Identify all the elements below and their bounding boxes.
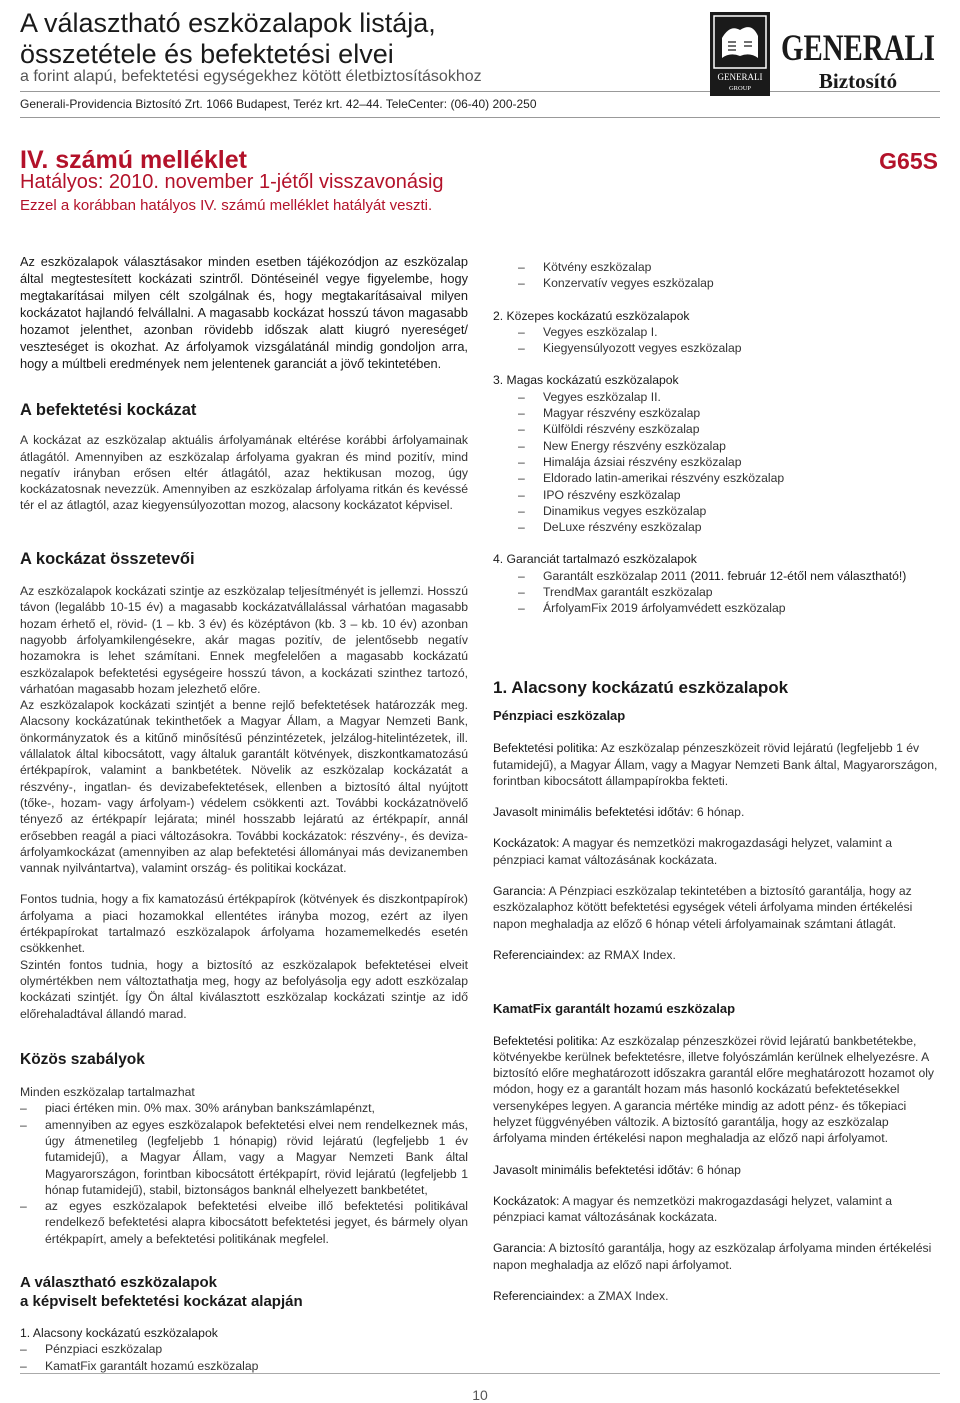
fund-list-item: – Konzervatív vegyes eszközalap — [493, 275, 941, 291]
fund-list-item: – Pénzpiaci eszközalap — [20, 1341, 468, 1357]
left-column — [20, 253, 468, 1374]
document-code: G65S — [879, 148, 938, 174]
low-risk-group: 1. Alacsony kockázatú eszközalapok — [20, 1326, 218, 1341]
kf-min-horizon: Javasolt minimális befektetési időtáv: 6 hónap — [493, 1162, 741, 1177]
fund-list-item: – Vegyes eszközalap I. — [493, 324, 941, 340]
fund-list-item: – Kiegyensúlyozott vegyes eszközalap — [493, 340, 941, 356]
kf-guarantee: Garancia: A biztosító garantálja, hogy az eszközalap árfolyama minden értékelési napon meghaladja az előző napi árfolyamot. — [493, 1241, 932, 1272]
intro-paragraph: Az eszközalapok választásakor minden esetben tájékozódjon az eszközalap által megtestesített kockázati szintről. Döntéseinél vegye figyelembe, hogy megtakarításai milyen célt szolgálnak és, hogy megtakarításaival milyen kockázatot hajlandó felvállalni. A magasabb kockázat hosszú távon magasabb hozamot jelenthet, azonban rövidebb időszak alatt kiugró nyereséget/ veszteséget is okozhat. Az árfolyamok vizsgálatánál mindig gondoljon arra, hogy a múltbeli eredmények nem jelentenek garanciát a jövő tekintetében. — [20, 254, 469, 371]
kf-policy: Befektetési politika: Az eszközalap pénzeszközei rövid lejáratú bankbetétekbe, kötvényekbe kerülnek befektetésre, illetve folyószámlán kerülnek elhelyezésre. A biztosító előre meghatározott időszakra garantál előre meghatározott hozamot oly módon, hogy ez a garantált hozam más hasonló kockázatú befektetésekkel versenyképes legyen. A garancia mértéke mindig az adott pénz- és tőkepiaci helyzet függvényében változik. A biztosító garantálja, hogy az eszközalap árfolyama minden értékelési napon meghaladja az előző napi árfolyamot. — [493, 1033, 935, 1146]
fund-list-item: – IPO részvény eszközalap — [493, 487, 941, 503]
guaranteed-group: 4. Garanciát tartalmazó eszközalapok — [493, 552, 697, 567]
common-rule-item: – piaci értéken min. 0% max. 30% arányban bankszámlapénzt, — [20, 1100, 468, 1116]
components-paragraph-4: Szintén fontos tudnia, hogy a biztosító az eszközalapok befektetései elveit olymértékben nem változtathatja meg, hogy az befolyásolja egy adott eszközalap kockázati szintjét. Így Ön által kiválasztott eszközalap kockázati szintje az idő előrehaladtával állandó marad. — [20, 957, 468, 1021]
generali-logo — [710, 12, 942, 96]
high-risk-group: 3. Magas kockázatú eszközalapok — [493, 373, 679, 388]
risk-heading: A befektetési kockázat — [20, 401, 197, 419]
components-paragraph-2: Az eszközalapok kockázati szintjét a benne rejlő befektetések határozzák meg. Alacsony kockázatúnak tekinthetőek a Magyar Állam, a Magyar Nemzeti Bank, önkormányzatok és a kitűnő minősítésű pénzintézetek, jelzálog-hitelintézetek, ill. vállalatok által kibocsátott, vagy általuk garantált kötvények, diszkontkamatozású értékpapírok, valamint a bankbetétek. Növelik az eszközalap kockázatát a részvény-, ingatlan- és devizabefektetések, ellenben a biztosító által nyújtott (tőke-, hozam- vagy árfolyam-) védelem csökkenti azt. További kockázatnövelő tényező az értékpapír lejárata; minél hosszabb lejáratú az értékpapír, annál erősebben reagál a piaci változásokra. További kockázatok: részvény-, és deviza-árfolyamkockázat (amennyiben az alap befektetési állományai más devizanemben vannak nyilvántartva), valamint ország- és politikai kockázat. — [20, 698, 468, 876]
annex-note: Ezzel a korábban hatályos IV. számú melléklet hatályát veszti. — [20, 197, 433, 214]
mm-min-horizon: Javasolt minimális befektetési időtáv: 6 hónap. — [493, 805, 745, 820]
kf-reference-index: Referenciaindex: a ZMAX Index. — [493, 1289, 669, 1304]
components-paragraph-1: Az eszközalapok kockázati szintje az eszközalap teljesítményét is jellemzi. Hosszú távon (legalább 10-15 év) a magasabb kockázatvállalással várhatóan magasabb hozam érhető el, rövid- (1 – kb. 3 év) és középtávon (kb. 3 – kb. 10 év) azonban nagyobb árfolyamkilengésekre, akár magas pozitív, de jelentősebb negatív hozamokra is lehet számítani. Ennek megfelelően a magasabb kockázatú eszközalapok befektetési egységeire hosszú távon, a kockázati szinthez tartozó, várhatóan magasabb hozam jelezhető előre. — [20, 584, 468, 696]
common-rule-item: – amennyiben az egyes eszközalapok befektetési elvei nem rendelkeznek más, úgy átmenetileg (legfeljebb 1 hónapig) rövid lejáratú (legfeljebb 1 év futamidejű), a Magyar Állam, vagy a Magyar Nemzeti Bank által Magyarországon, forintban kibocsátott értékpapírt, rövid lejáratú (legfeljebb 1 hónap futamidejű), stabil, biztonságos banknál elhelyezett bankbetétet, — [20, 1117, 468, 1198]
low-risk-section-heading: 1. Alacsony kockázatú eszközalapok — [493, 677, 789, 697]
mm-reference-index: Referenciaindex: az RMAX Index. — [493, 947, 676, 962]
fund-list-heading: A választható eszközalapok a képviselt befektetési kockázat alapján — [20, 1274, 303, 1311]
fund-list-item: – New Energy részvény eszközalap — [493, 438, 941, 454]
page-number: 10 — [472, 1387, 488, 1403]
svg-text:GENERALI: GENERALI — [781, 28, 935, 69]
fund-list-item: – Magyar részvény eszközalap — [493, 405, 941, 421]
mm-risks: Kockázatok: A magyar és nemzetközi makrogazdasági helyzet, valamint a pénzpiaci kamat változásának kockázata. — [493, 836, 892, 867]
document-title — [20, 8, 436, 70]
fund-list-item: – TrendMax garantált eszközalap — [493, 584, 941, 600]
title-line-2: összetétele és befektetési elvei — [20, 39, 394, 69]
mm-guarantee: Garancia: A Pénzpiaci eszközalap tekintetében a biztosító garantálja, hogy az eszközalaphoz kötött befektetési egységek vételi árfolyama minden értékelési napon meghaladja az előző 6 hónap vételi árfolyamainak számtani átlagát. — [493, 884, 913, 931]
fund-list-item: – Garantált eszközalap 2011 (2011. február 12-étől nem választható!) — [493, 568, 941, 584]
svg-text:Biztosító: Biztosító — [818, 69, 898, 93]
fund-list-item: – Vegyes eszközalap II. — [493, 389, 941, 405]
svg-text:GROUP: GROUP — [728, 85, 752, 92]
annex-title: IV. számú melléklet — [20, 146, 247, 174]
fund-list-item: – Kötvény eszközalap — [493, 259, 941, 275]
not-selectable-note: (2011. február 12-étől nem választható!) — [690, 568, 907, 583]
fund-list-item: – Himalája ázsiai részvény eszközalap — [493, 454, 941, 470]
right-column — [493, 259, 941, 1304]
annex-validity: Hatályos: 2010. november 1-jétől visszavonásig — [20, 171, 444, 193]
kf-risks: Kockázatok: A magyar és nemzetközi makrogazdasági helyzet, valamint a pénzpiaci kamat változásának kockázata. — [493, 1193, 892, 1225]
header-divider-2 — [20, 117, 940, 118]
components-paragraph-3: Fontos tudnia, hogy a fix kamatozású értékpapírok (kötvények és diszkontpapírok) árfolyama a piaci hozamokkal ellentétes irányba mozog, ezért az ilyen értékpapírokat tartalmazó eszközalapok árfolyama hozamemelkedés esetén csökkenhet. — [20, 892, 468, 956]
components-heading: A kockázat összetevői — [20, 549, 195, 568]
document-subtitle: a forint alapú, befektetési egységekhez kötött életbiztosításokhoz — [20, 68, 482, 85]
common-rules-heading: Közös szabályok — [20, 1050, 145, 1068]
fund-list-item: – ÁrfolyamFix 2019 árfolyamvédett eszközalap — [493, 600, 941, 616]
kamatfix-fund-title: KamatFix garantált hozamú eszközalap — [493, 1001, 736, 1017]
fund-list-item: – Eldorado latin-amerikai részvény eszközalap — [493, 470, 941, 486]
medium-risk-group: 2. Közepes kockázatú eszközalapok — [493, 308, 690, 323]
fund-list-item: – DeLuxe részvény eszközalap — [493, 519, 941, 535]
common-rule-item: – az egyes eszközalapok befektetési elveibe illő befektetési politikával rendelkező befektetési alapra kibocsátott befektetési jegyet, és bármely olyan értékpapírt, amely a befektetési politikának megfelel. — [20, 1198, 468, 1247]
company-address: Generali-Providencia Biztosító Zrt. 1066 Budapest, Teréz krt. 42–44. TeleCenter: (06-40) 200-250 — [20, 97, 537, 111]
title-line-1: A választható eszközalapok listája, — [20, 8, 436, 38]
money-market-fund-title: Pénzpiaci eszközalap — [493, 707, 626, 723]
svg-text:GENERALI: GENERALI — [717, 72, 763, 82]
common-rules-intro: Minden eszközalap tartalmazhat — [20, 1085, 195, 1100]
fund-list-item: – Külföldi részvény eszközalap — [493, 421, 941, 437]
risk-paragraph: A kockázat az eszközalap aktuális árfolyamának eltérése korábbi árfolyamainak átlagától. Amennyiben az eszközalap árfolyama gyakran és mind pozitív, mind negatív irányban erősen eltér átlagától, azaz hektikusan mozog, úgy kockázatosnak nevezzük. Amennyiben az eszközalap árfolyama ritkán és kevéssé tér el az átlagtól, azaz kiegyensúlyozottan mozog, alacsony kockázatot képvisel. — [20, 433, 468, 513]
lion-emblem-icon — [710, 12, 942, 96]
fund-list-item: – Dinamikus vegyes eszközalap — [493, 503, 941, 519]
footer-divider — [20, 1373, 940, 1374]
fund-list-item: – KamatFix garantált hozamú eszközalap — [20, 1358, 468, 1374]
mm-policy: Befektetési politika: Az eszközalap pénzeszközeit rövid lejáratú (legfeljebb 1 év futamidejű), a Magyar Állam, vagy a Magyar Nemzeti Bank által, Magyarországon, forintban kibocsátott állampapírokba fekteti. — [493, 741, 938, 788]
